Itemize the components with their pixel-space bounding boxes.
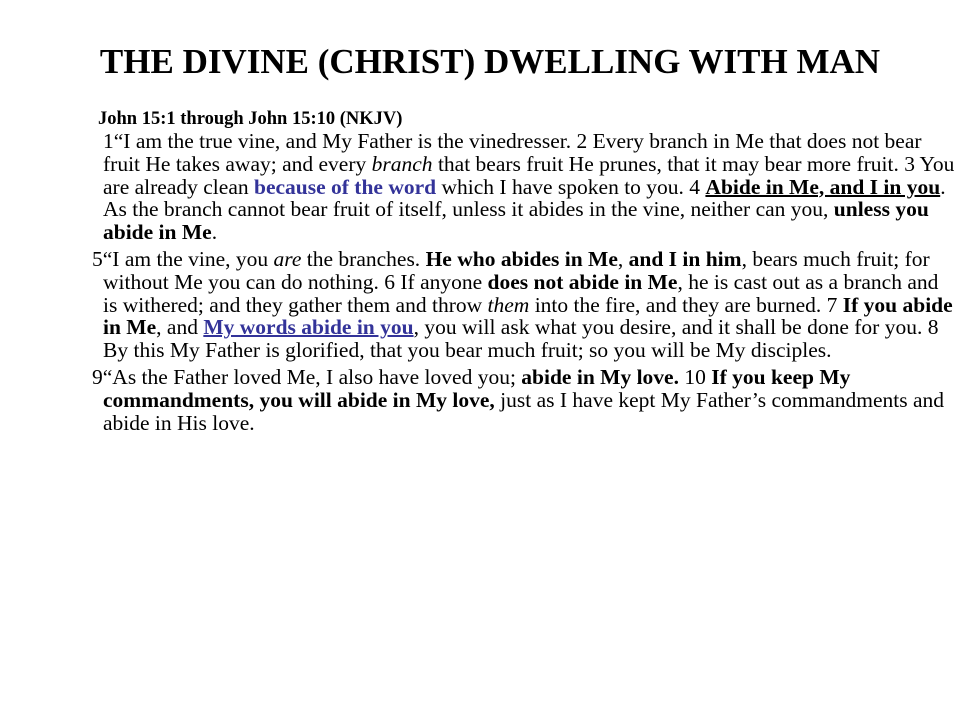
verse-text: 5“I am the vine, you bbox=[92, 246, 274, 271]
bold-emphasis: does not abide in Me bbox=[487, 269, 678, 294]
italic-text: branch bbox=[371, 151, 433, 176]
verse-text: . bbox=[211, 220, 218, 245]
bold-emphasis: If you abide in Me bbox=[103, 292, 953, 340]
verse-text: , and bbox=[156, 315, 204, 340]
verse-text: , bbox=[617, 246, 629, 271]
verse-text: , you will ask what you desire, and it shall be done for you. 8 By this My Father is glorified, that you bear much fruit; so you will be My disciples. bbox=[103, 315, 939, 363]
verse-text: the branches. bbox=[301, 246, 426, 271]
slide-title: THE DIVINE (CHRIST) DWELLING WITH MAN bbox=[99, 42, 881, 81]
verse-text: 1“I am the true vine, and My Father is the vinedresser. 2 Every branch in Me that does not bear fruit He takes away; and every bbox=[103, 129, 922, 176]
verse-text: into the fire, and they are burned. 7 bbox=[529, 292, 843, 317]
italic-text: them bbox=[487, 292, 530, 317]
verse-text: that bears fruit He prunes, that it may bear more fruit. 3 You are already clean bbox=[103, 151, 955, 199]
bold-emphasis: unless you abide in Me bbox=[103, 197, 929, 245]
verse-text: just as I have kept My Father’s commandments and abide in His love. bbox=[103, 387, 945, 435]
scripture-body bbox=[92, 108, 958, 435]
verse-text: , he is cast out as a branch and is withered; and they gather them and throw bbox=[103, 269, 939, 317]
verse-paragraph-1 bbox=[103, 130, 958, 244]
bold-emphasis: If you keep My commandments, you will abide in My love, bbox=[103, 364, 851, 412]
scripture-reference: John 15:1 through John 15:10 (NKJV) bbox=[98, 109, 403, 129]
underlined-highlight: My words abide in you bbox=[203, 315, 414, 340]
verse-text: , bears much fruit; for without Me you can do nothing. 6 If anyone bbox=[103, 246, 930, 294]
bold-emphasis: abide in My love. bbox=[521, 364, 679, 389]
verse-text: which I have spoken to you. 4 bbox=[436, 174, 706, 199]
verse-paragraph-2 bbox=[92, 246, 958, 363]
verse-text: 10 bbox=[678, 364, 712, 389]
bold-emphasis: He who abides in Me bbox=[425, 246, 618, 271]
highlight-text: because of the word bbox=[253, 174, 437, 199]
italic-text: are bbox=[273, 246, 302, 271]
verse-paragraph-3 bbox=[92, 364, 958, 435]
verse-text: . As the branch cannot bear fruit of itself, unless it abides in the vine, neither can you, bbox=[103, 174, 946, 222]
verse-text: 9“As the Father loved Me, I also have loved you; bbox=[92, 364, 522, 389]
bold-emphasis: and I in him bbox=[628, 246, 742, 271]
underlined-emphasis: Abide in Me, and I in you bbox=[705, 174, 941, 199]
